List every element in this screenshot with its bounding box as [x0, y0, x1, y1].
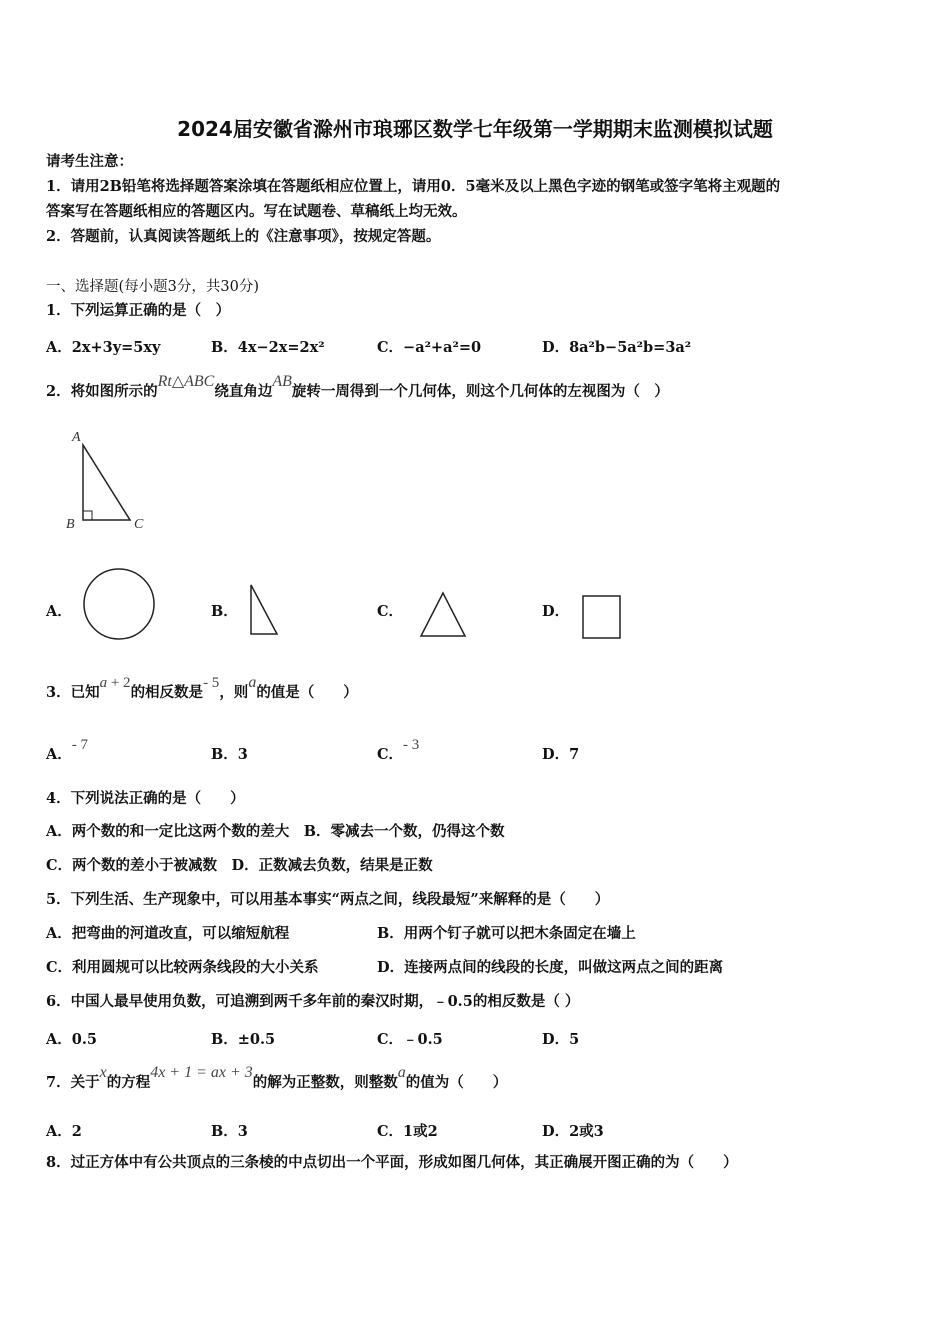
q3-math-value: - 5: [203, 675, 220, 691]
q1-option-b[interactable]: B．4x−2x=2x²: [211, 339, 325, 356]
q3-option-c-value: - 3: [403, 737, 420, 753]
page-title: 2024届安徽省滁州市琅琊区数学七年级第一学期期末监测模拟试题: [177, 117, 773, 141]
q6-option-b[interactable]: B．±0.5: [211, 1031, 276, 1048]
q4-options-ab[interactable]: A．两个数的和一定比这两个数的差大 B．零减去一个数，仍得这个数: [46, 823, 505, 840]
notice-line-1a: 1．请用2B铅笔将选择题答案涂填在答题纸相应位置上，请用0．5毫米及以上黑色字迹的钢笔或签字笔将主观题的: [46, 178, 781, 195]
q2-option-a[interactable]: A．: [46, 603, 72, 620]
q2-label-a: A: [72, 430, 81, 445]
q2-label-c: C: [134, 517, 144, 532]
q1-option-a[interactable]: A．2x+3y=5xy: [46, 339, 161, 356]
q5-stem: 5．下列生活、生产现象中，可以用基本事实“两点之间，线段最短”来解释的是（ ）: [46, 891, 610, 908]
q2-label-b: B: [66, 517, 75, 532]
q6-stem: 6．中国人最早使用负数，可追溯到两千多年前的秦汉时期，﹣0.5的相反数是（ ）: [46, 993, 580, 1010]
q3-stem-mid2: ，则: [219, 684, 249, 701]
q2-square-icon: [580, 593, 624, 641]
q2-stem-pre: 2．将如图所示的: [46, 383, 158, 400]
q6-option-d[interactable]: D．5: [542, 1031, 580, 1048]
q6-option-c[interactable]: C．﹣0.5: [377, 1031, 443, 1048]
q7-stem: [46, 1064, 508, 1093]
q7-option-b[interactable]: B．3: [211, 1123, 248, 1140]
q3-option-a[interactable]: A．- 7: [46, 737, 89, 763]
q2-option-d[interactable]: D．: [542, 603, 570, 620]
q1-option-c[interactable]: C．−a²+a²=0: [377, 339, 482, 356]
notice-line-2: 2．答题前，认真阅读答题纸上的《注意事项》，按规定答题。: [46, 228, 441, 245]
q3-stem-pre: 3．已知: [46, 684, 100, 701]
q2-circle-icon: [82, 567, 158, 643]
q2-stem-post: 旋转一周得到一个几何体，则这个几何体的左视图为（ ）: [291, 383, 669, 400]
q7-option-c[interactable]: C．1或2: [377, 1123, 438, 1140]
q3-option-b[interactable]: B．3: [211, 746, 248, 763]
q5-option-d[interactable]: D．连接两点间的线段的长度，叫做这两点之间的距离: [377, 959, 724, 976]
q8-stem: 8．过正方体中有公共顶点的三条棱的中点切出一个平面，形成如图几何体，其正确展开图正确的为（ ）: [46, 1154, 738, 1171]
q3-math-var: a: [248, 674, 257, 691]
q7-stem-mid2: 的解为正整数，则整数: [252, 1074, 398, 1091]
q3-option-c[interactable]: C．- 3: [377, 737, 420, 763]
q2-right-triangle-icon: [245, 582, 285, 638]
section-heading: 一、选择题(每小题3分，共30分): [46, 279, 259, 295]
notice-heading: 请考生注意：: [46, 153, 133, 170]
q7-math-var-x: x: [99, 1064, 107, 1081]
q4-options-cd[interactable]: C．两个数的差小于被减数 D．正数减去负数，结果是正数: [46, 857, 433, 874]
q7-math-var-a: a: [397, 1064, 406, 1081]
q5-option-c[interactable]: C．利用圆规可以比较两条线段的大小关系: [46, 959, 319, 976]
q3-math-expr: a + 2: [99, 675, 131, 691]
q3-stem: [46, 674, 358, 703]
q2-triangle-figure: [60, 425, 160, 535]
q7-option-a[interactable]: A．2: [46, 1123, 82, 1140]
q7-stem-mid: 的方程: [106, 1074, 151, 1091]
q2-math-triangle: Rt△ABC: [157, 373, 215, 390]
q7-math-equation: 4x + 1 = ax + 3: [150, 1064, 253, 1081]
q6-option-a[interactable]: A．0.5: [46, 1031, 97, 1048]
q2-isosceles-triangle-icon: [418, 590, 470, 640]
q3-option-a-value: - 7: [71, 737, 89, 753]
q4-stem: 4．下列说法正确的是（ ）: [46, 790, 245, 807]
q7-stem-pre: 7．关于: [46, 1074, 100, 1091]
q3-stem-post: 的值是（ ）: [256, 684, 358, 701]
q5-option-a[interactable]: A．把弯曲的河道改直，可以缩短航程: [46, 925, 290, 942]
q7-stem-post: 的值为（ ）: [405, 1074, 508, 1091]
q2-option-c[interactable]: C．: [377, 603, 404, 620]
notice-line-1b: 答案写在答题纸相应的答题区内。写在试题卷、草稿纸上均无效。: [46, 203, 467, 220]
q2-option-b[interactable]: B．: [211, 603, 238, 620]
q2-stem: [46, 373, 669, 402]
q3-option-d[interactable]: D．7: [542, 746, 580, 763]
q2-math-side: AB: [272, 373, 292, 390]
q5-option-b[interactable]: B．用两个钉子就可以把木条固定在墙上: [377, 925, 636, 942]
q7-option-d[interactable]: D．2或3: [542, 1123, 604, 1140]
q2-stem-mid: 绕直角边: [214, 383, 273, 400]
q1-option-d[interactable]: D．8a²b−5a²b=3a²: [542, 339, 692, 356]
q1-stem: 1．下列运算正确的是（ ）: [46, 302, 231, 319]
q3-stem-mid: 的相反数是: [130, 684, 204, 701]
